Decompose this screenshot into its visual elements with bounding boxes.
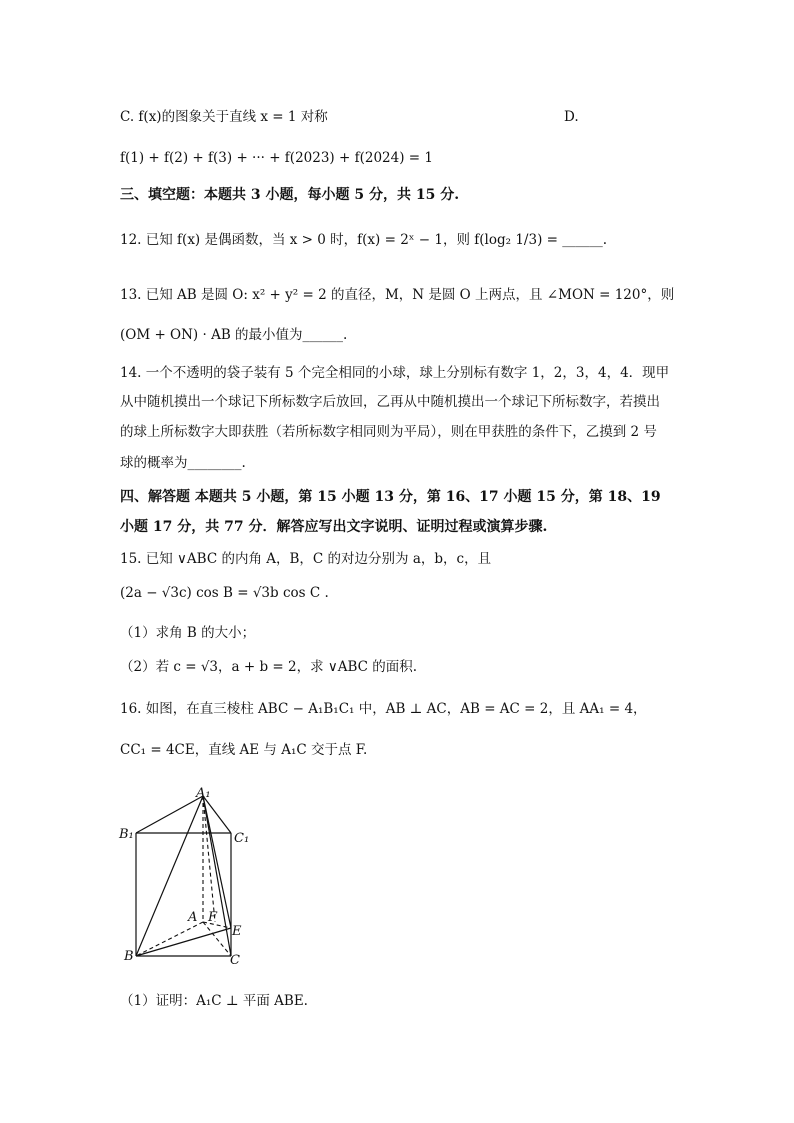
- option-c: [120, 107, 579, 127]
- question-15-line2: (2a − √3c) cos B = √3b cos C .: [120, 585, 329, 601]
- question-14-line3: 的球上所标数字大即获胜（若所标数字相同则为平局），则在甲获胜的条件下，乙摸到 2 号: [120, 424, 657, 440]
- label-a: A: [188, 910, 198, 925]
- label-b1: B₁: [119, 827, 134, 842]
- section-3-heading: 三、填空题：本题共 3 小题，每小题 5 分，共 15 分.: [120, 187, 460, 203]
- option-d-formula: f(1) + f(2) + f(3) + ··· + f(2023) + f(2024) = 1: [120, 150, 433, 166]
- question-16-line1: 16. 如图，在直三棱柱 ABC − A₁B₁C₁ 中，AB ⊥ AC，AB = AC = 2，且 AA₁ = 4，: [120, 701, 647, 717]
- option-d-label: D.: [564, 109, 579, 125]
- label-c1: C₁: [234, 831, 250, 846]
- label-c: C: [230, 953, 240, 968]
- section-4-heading-line1: 四、解答题 本题共 5 小题，第 15 小题 13 分，第 16、17 小题 15 分，第 18、19: [120, 489, 661, 505]
- question-16-part1: （1）证明：A₁C ⊥ 平面 ABE.: [120, 993, 308, 1009]
- section-4-heading-line2: 小题 17 分，共 77 分．解答应写出文字说明、证明过程或演算步骤.: [120, 519, 548, 535]
- edge-a1-e: [203, 796, 231, 928]
- edge-b1-a1: [136, 796, 203, 833]
- question-12: 12. 已知 f(x) 是偶函数，当 x > 0 时，f(x) = 2ˣ − 1，则 f(log₂ 1/3) = ______.: [120, 232, 608, 248]
- label-e: E: [232, 924, 242, 939]
- question-14-line1: 14. 一个不透明的袋子装有 5 个完全相同的小球，球上分别标有数字 1，2，3，4，4．现甲: [120, 365, 670, 381]
- question-13-line1: 13. 已知 AB 是圆 O: x² + y² = 2 的直径，M，N 是圆 O 上两点，且 ∠MON = 120°，则: [120, 287, 675, 303]
- edge-a1-b: [136, 796, 203, 956]
- question-15-line1: 15. 已知 ∨ABC 的内角 A，B，C 的对边分别为 a，b，c，且: [120, 551, 492, 567]
- question-13-line2: (OM + ON) · AB 的最小值为______.: [120, 327, 348, 343]
- prism-figure: [115, 780, 265, 970]
- edge-a1-b-hidden: [203, 796, 215, 922]
- question-15-part1: （1）求角 B 的大小；: [120, 625, 256, 641]
- label-b: B: [124, 949, 134, 964]
- question-14-line4: 球的概率为________.: [120, 455, 246, 471]
- question-15-part2: （2）若 c = √3，a + b = 2，求 ∨ABC 的面积.: [120, 659, 418, 675]
- option-c-text: C. f(x)的图象关于直线 x = 1 对称: [120, 109, 328, 125]
- label-f: F: [208, 910, 218, 925]
- label-a1: A₁: [196, 786, 211, 801]
- question-16-line2: CC₁ = 4CE，直线 AE 与 A₁C 交于点 F.: [120, 742, 368, 758]
- question-14-line2: 从中随机摸出一个球记下所标数字后放回，乙再从中随机摸出一个球记下所标数字，若摸出: [120, 394, 660, 410]
